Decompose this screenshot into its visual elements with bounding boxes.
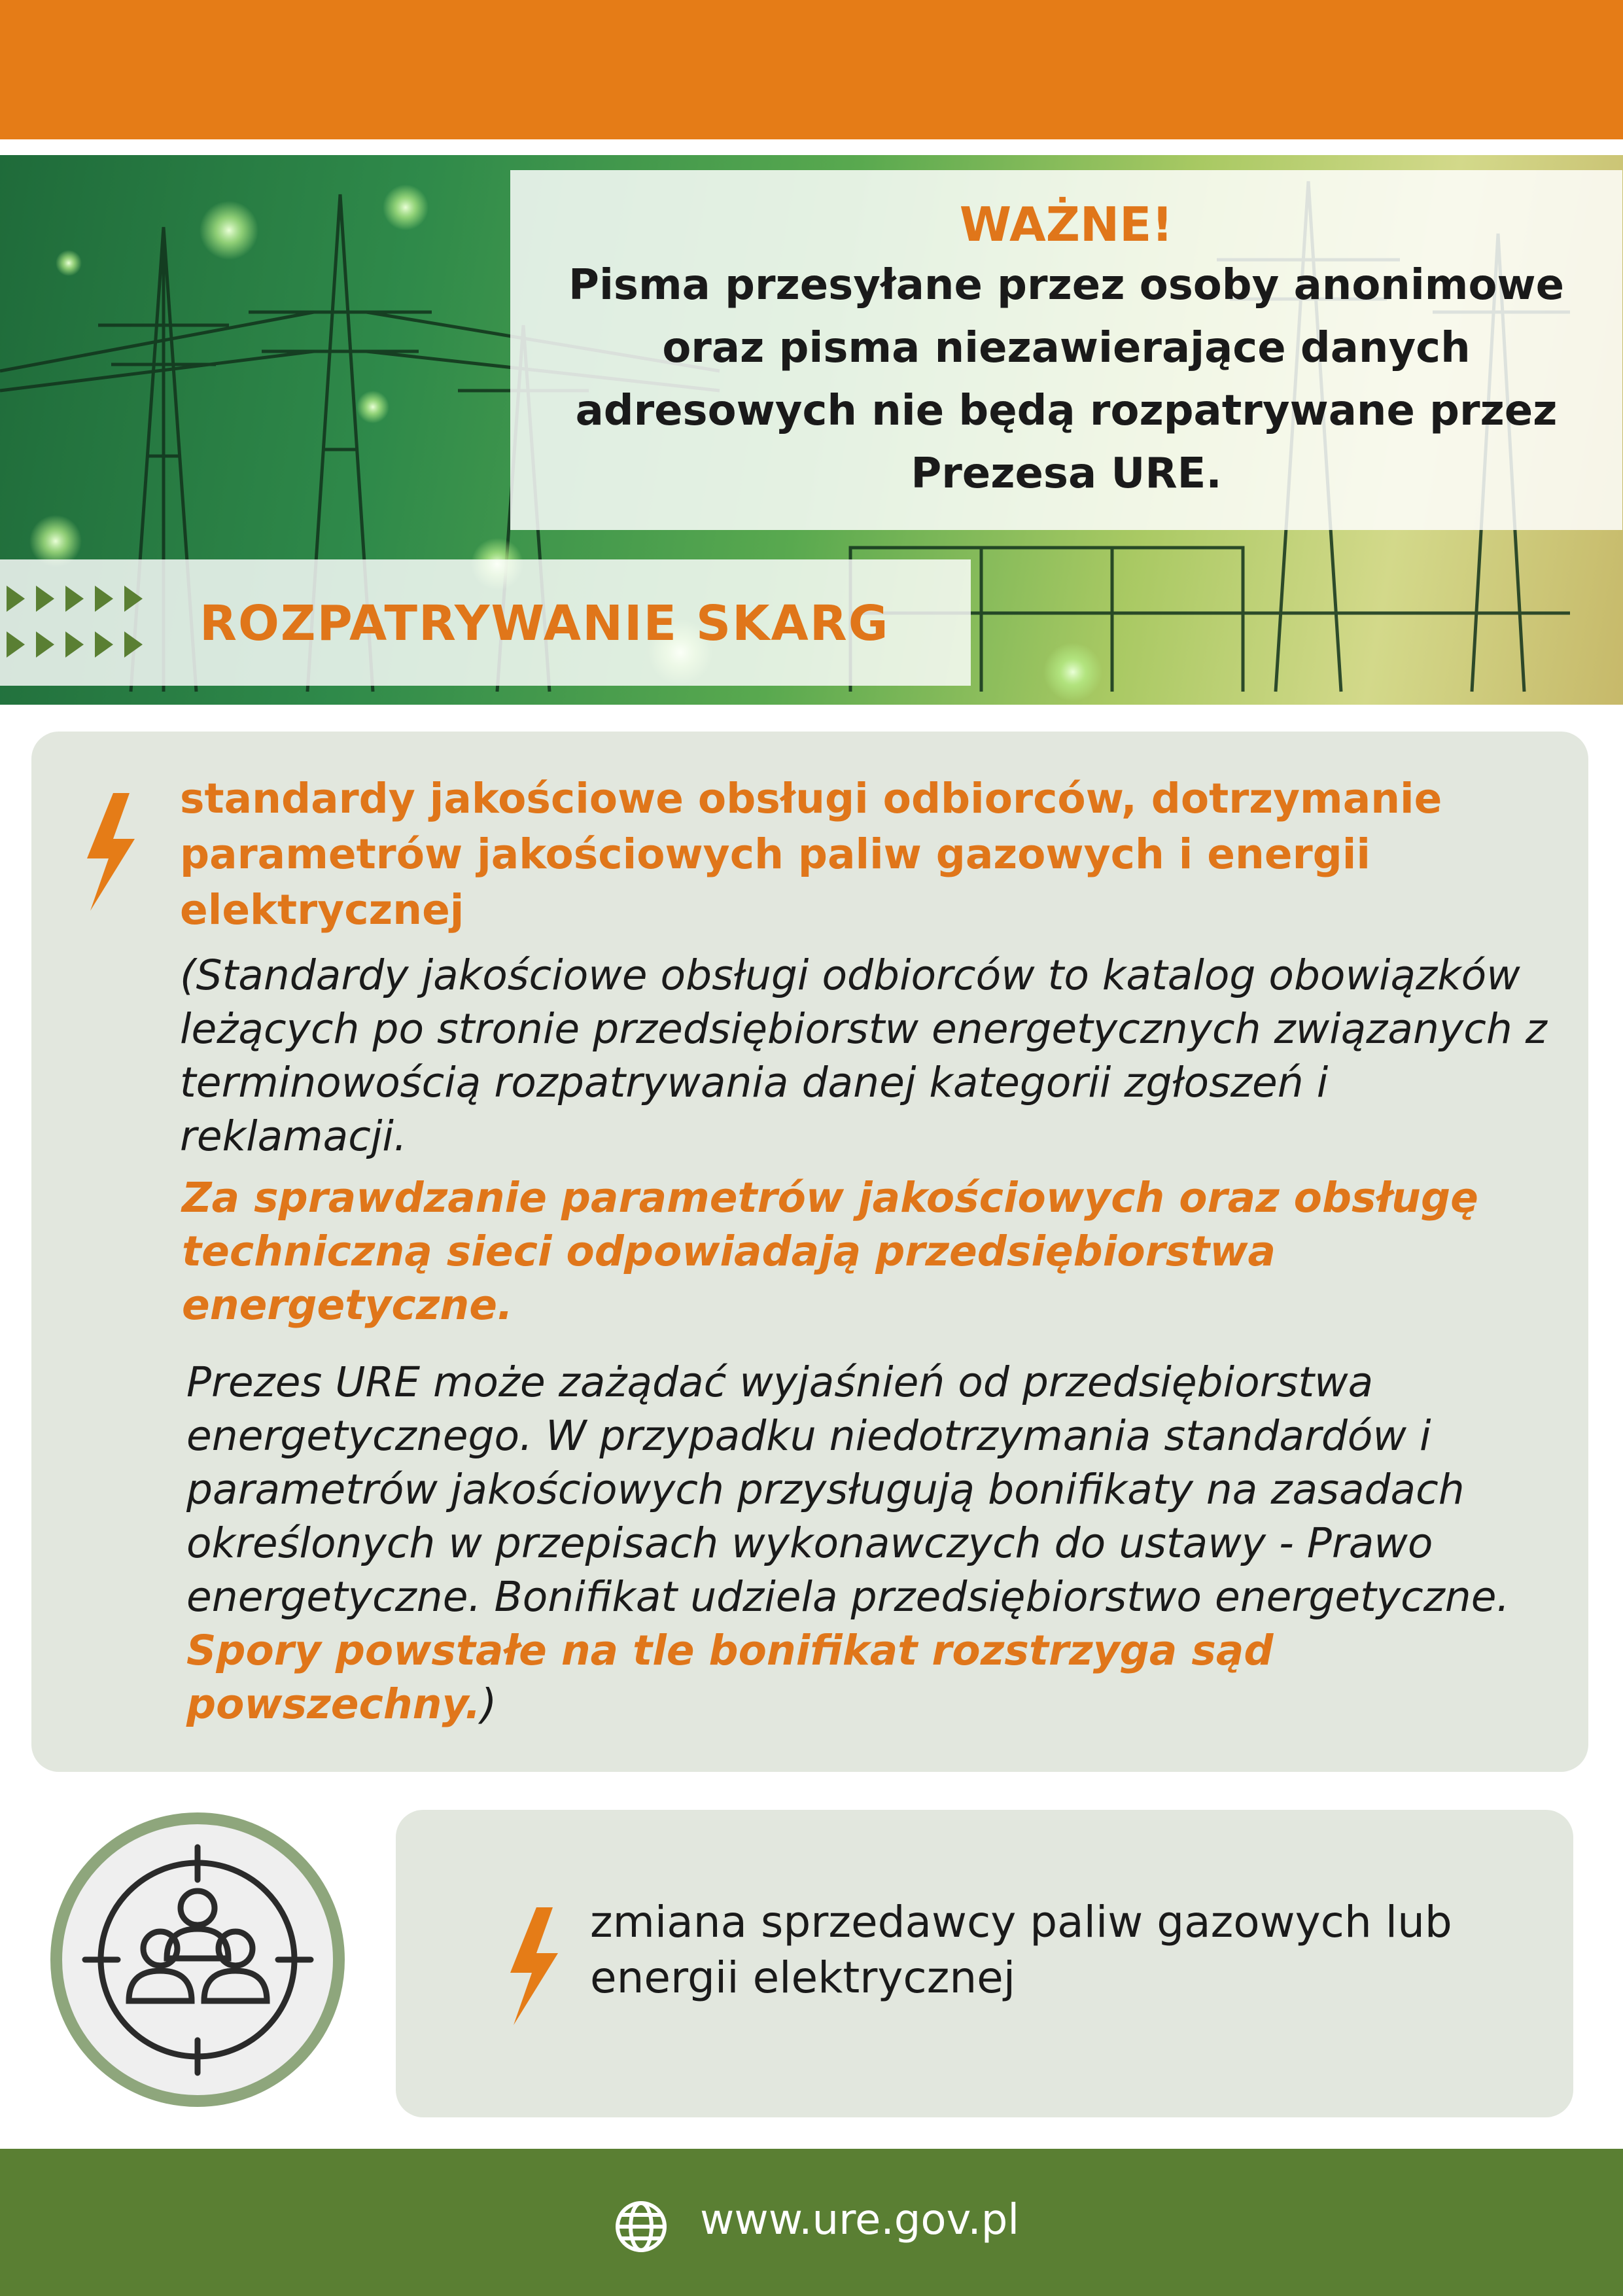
paragraph-2-text: Prezes URE może zażądać wyjaśnień od przedsiębiorstwa energetycznego. W przypadku niedotrzymania standardów i parametrów jakościowych przysługują bonifikaty na zasadach określonych w przepisach wykonawczych do ustawy - Prawo energetyczne. Bonifikat udziela przedsiębiorstwo energetyczne.: [186, 1358, 1510, 1621]
section-title: ROZPATRYWANIE SKARG: [200, 595, 890, 652]
card-heading: standardy jakościowe obsługi odbiorców, dotrzymanie parametrów jakościowych paliw gazowych i energii elektrycznej: [180, 775, 1442, 934]
card-emphasis: [182, 1171, 1569, 1332]
lightning-bolt-icon: [84, 793, 136, 911]
globe-icon: [614, 2199, 669, 2254]
notice-body: Pisma przesyłane przez osoby anonimowe oraz pisma niezawierające danych adresowych nie będą rozpatrywane przez Prezesa URE.: [568, 261, 1564, 498]
card-paragraph-2: [186, 1356, 1573, 1731]
target-people-icon: [49, 1811, 347, 2109]
card-paragraph: (Standardy jakościowe obsługi odbiorców to katalog obowiązków leżących po stronie przedsiębiorstw energetycznych związanych z terminowością rozpatrywania danej kategorii zgłoszeń i reklamacji.: [180, 951, 1547, 1160]
website-link[interactable]: www.ure.gov.pl: [700, 2196, 1020, 2244]
supplier-change-text: zmiana sprzedawcy paliw gazowych lub energii elektrycznej: [590, 1897, 1452, 2003]
section-header: [0, 559, 971, 686]
chevron-arrows-icon: [7, 586, 164, 664]
emphasis-text: Za sprawdzanie parametrów jakościowych oraz obsługę techniczną sieci odpowiadają przedsiębiorstwa energetyczne: [182, 1174, 1478, 1329]
lightning-bolt-icon: [507, 1907, 559, 2025]
emphasis-end: .: [497, 1281, 513, 1329]
top-orange-bar: [0, 0, 1623, 139]
paragraph-2-end: ): [480, 1680, 497, 1728]
paragraph-2-emphasis: Spory powstałe na tle bonifikat rozstrzyga sąd powszechny.: [186, 1627, 1274, 1728]
footer: [0, 2149, 1623, 2296]
important-notice: [510, 170, 1622, 530]
notice-title: WAŻNE!: [959, 197, 1174, 252]
